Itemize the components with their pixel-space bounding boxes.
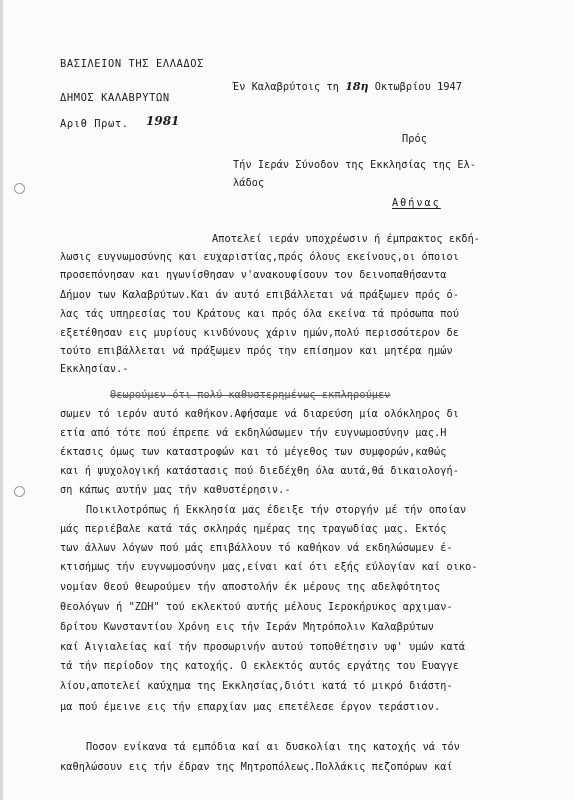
recipient-line-2: λάδος — [233, 178, 265, 189]
recipient-line-1: Τήν Ιεράν Σύνοδον της Εκκλησίας της Ελ- — [233, 160, 477, 171]
body-line: λίου,αποτελεί καύχημα της Εκκλησίας,διότι κατά τό μικρό διάστη- — [60, 681, 453, 692]
body-line: Ποσον ενίκανα τά εμπόδια καί αι δυσκολίαι της κατοχής νά τόν — [86, 742, 461, 753]
body-line: προσεπόνησαν και ηγωνίσθησαν ν'ανακουφίσουν τον δεινοπαθήσαντα — [60, 270, 447, 281]
body-line: καί Αιγιαλείας καί τήν προσωρινήν αυτού τοποθέτησιν υφ' υμών κατά — [60, 642, 466, 653]
body-line: λωσις ευγνωμοσύνης και ευχαριστίας,πρός όλους εκείνους,οι όποιοι — [60, 252, 459, 263]
body-line: Ποικιλοτρόπως ή Εκκλησία μας έδειξε τήν στοργήν μέ τήν οποίαν — [86, 505, 467, 516]
municipality-header: ΔΗΜΟΣ ΚΑΛΑΒΡΥΤΩΝ — [60, 92, 170, 104]
body-line: νομίαν Θεού θεωρούμεν τήν αποστολήν έκ μέρους της αδελφότητος — [60, 582, 441, 593]
body-line: θεολόγων ή "ΖΩΗ" τού εκλεκτού αυτής μέλους Ιεροκήρυκος αρχιμαν- — [60, 602, 453, 613]
protocol-label: Αριθ Πρωτ. — [60, 118, 129, 130]
body-line: μάς περιέβαλε κατά τάς σκληράς ημέρας της τραγωδίας μας. Εκτός — [60, 524, 447, 535]
body-line: εξετέθησαν εις μυρίους κινδύνους χάριν ημών,πολύ περισσότερον δε — [60, 328, 459, 339]
recipient-to: Πρός — [402, 134, 427, 145]
body-line: ση κάπως αυτήν μας τήν καθυστέρησιν.- — [60, 485, 291, 496]
body-line: τούτο επιβάλλεται νά πράξωμεν πρός την επίσημον και μητέρα ημών — [60, 346, 453, 357]
recipient-city: Αθήνας — [392, 198, 441, 209]
body-line: Δήμον των Καλαβρύτων.Και άν αυτό επιβάλλεται νά πράξωμεν πρός ό- — [60, 290, 459, 301]
body-line: έκτασις όμως των καταστροφών και τό μέγεθος των συμφορών,καθώς — [60, 447, 447, 458]
date-day: 18η — [345, 80, 369, 93]
kingdom-header: ΒΑΣΙΛΕΙΟΝ ΤΗΣ ΕΛΛΑΔΟΣ — [60, 58, 204, 70]
body-line: λας τάς υπηρεσίας του Κράτους και πρός όλα εκείνα τά πρόσωπα πού — [60, 309, 459, 320]
body-line: καθηλώσουν εις τήν έδραν της Μητροπόλεως.Πολλάκις πεζοπόρων καί — [60, 762, 453, 773]
body-line: μα πού έμεινε εις τήν επαρχίαν μας επετέλεσε έργον τεράστιον. — [60, 702, 441, 713]
body-line-struck: Θεωρούμεν ότι πολύ καθυστερημένως εκπληρούμεν — [110, 390, 391, 401]
page-edge-shadow — [0, 0, 3, 800]
body-line: σωμεν τό ιερόν αυτό καθήκον.Αφήσαμε νά διαρεύση μία ολόκληρος δι — [60, 409, 459, 420]
body-line: ετία από τότε πού έπρεπε νά εκδηλώσωμεν τήν ευγνωμοσύνην μας.Η — [60, 428, 447, 439]
punch-hole-bottom — [14, 486, 25, 497]
date-suffix: Οκτωβρίου 1947 — [374, 82, 463, 93]
date-line — [233, 80, 462, 93]
protocol-number: 1981 — [146, 114, 180, 128]
body-line: δρίτου Κωνσταντίου Χρόνη εις τήν Ιεράν Μητρόπολιν Καλαβρύτων — [60, 622, 435, 633]
body-line: Εκκλησίαν.- — [60, 364, 129, 375]
body-line: κτισήμως τήν ευγνωμοσύνην μας,είναι καί ότι εξής εύλογίαν καί οικο- — [60, 562, 478, 573]
body-line: τά τήν περίοδον της κατοχής. Ο εκλεκτός αυτός εργάτης του Ευαγγε — [60, 661, 459, 672]
body-line: Αποτελεί ιεράν υποχρέωσιν ή έμπρακτος εκδή- — [212, 234, 481, 245]
date-prefix: Έν Καλαβρύτοις τη — [233, 82, 339, 93]
body-line: των άλλων λόγων πού μάς επιβάλλουν τό καθήκον νά εκδηλώσωμεν έ- — [60, 543, 453, 554]
body-line: και ή ψυχολογική κατάστασις πού διεδέχθη όλα αυτά,θά δικαιολογή- — [60, 466, 459, 477]
punch-hole-top — [14, 183, 25, 194]
